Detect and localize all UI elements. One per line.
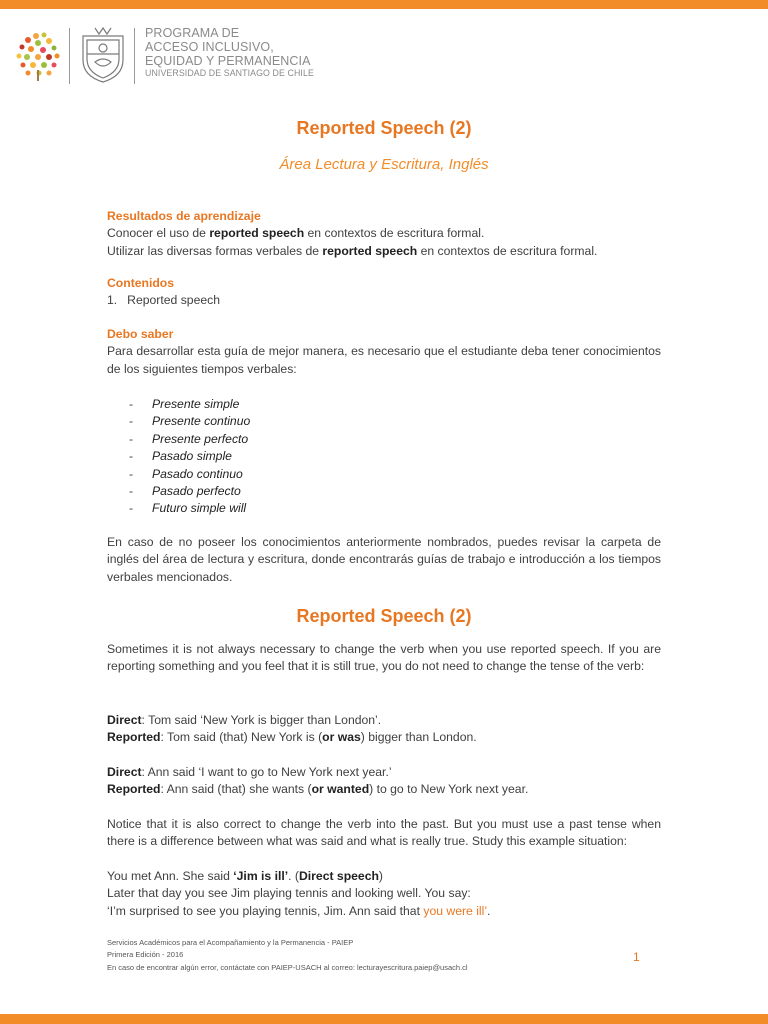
top-accent-bar xyxy=(0,0,768,9)
paiep-tree-logo-icon xyxy=(14,30,62,82)
program-name-block xyxy=(145,26,314,79)
outcome-2-text-post: en contextos de escritura formal. xyxy=(417,243,598,258)
bottom-accent-bar xyxy=(0,1014,768,1024)
page-title: Reported Speech (2) xyxy=(296,118,472,138)
example-1-direct xyxy=(107,712,661,729)
outcome-line-1 xyxy=(107,225,661,242)
list-item: - Pasado continuo xyxy=(107,466,661,483)
outcome-1-text-pre: Conocer el uso de xyxy=(107,226,210,241)
org-line-3: EQUIDAD Y PERMANENCIA xyxy=(145,54,311,68)
reported-alternative: or wanted xyxy=(311,782,370,797)
reported-text-post: ) to go to New York next year. xyxy=(369,782,529,797)
section-heading-debo-saber: Debo saber xyxy=(107,327,174,341)
section-2-notice: Notice that it is also correct to change the verb into the past. But you must use a past tense when there is a difference between what was said and what is really true. Study this example situation: xyxy=(107,817,661,849)
outcome-1-text-post: en contextos de escritura formal. xyxy=(304,226,485,241)
outcome-1-keyword: reported speech xyxy=(209,226,305,241)
example-2-reported xyxy=(107,781,661,798)
list-item: - Pasado perfecto xyxy=(107,483,661,500)
university-shield-icon xyxy=(77,26,129,84)
situation-line-3 xyxy=(107,903,661,920)
footer-line-2: Primera Edición - 2016 xyxy=(107,950,184,960)
logo-divider-left xyxy=(69,28,70,84)
section-heading-resultados: Resultados de aprendizaje xyxy=(107,209,261,223)
reported-text-post: ) bigger than London. xyxy=(360,730,477,745)
situation-line-2: Later that day you see Jim playing tennis and looking well. You say: xyxy=(107,886,471,901)
page-footer xyxy=(107,937,468,974)
example-1 xyxy=(107,712,661,747)
learning-outcomes-section xyxy=(107,208,661,260)
reported-label: Reported xyxy=(107,730,161,745)
contents-item-text: Reported speech xyxy=(127,293,220,308)
list-item: - Pasado simple xyxy=(107,448,661,465)
reported-text-pre: : Ann said (that) she wants ( xyxy=(160,782,312,797)
direct-label: Direct xyxy=(107,713,142,727)
direct-label: Direct xyxy=(107,765,142,779)
situation-1-mid: . ( xyxy=(288,869,299,883)
reported-label: Reported xyxy=(107,782,161,797)
list-item: - Futuro simple will xyxy=(107,500,661,517)
prerequisites-closing: En caso de no poseer los conocimientos anteriormente nombrados, puedes revisar la carpeta de inglés del área de lectura y escritura, donde encontrarás guías de trabajo e introducción a los tiempos verbales mencionados. xyxy=(107,535,661,584)
example-situation xyxy=(107,868,661,920)
footer-line-3: En caso de encontrar algún error, contáctate con PAIEP-USACH al correo: lecturayescritura.paiep@usach.cl xyxy=(107,962,468,972)
logo-divider-right xyxy=(134,28,135,84)
example-2 xyxy=(107,764,661,799)
list-item: - Presente perfecto xyxy=(107,431,661,448)
situation-1-post: ) xyxy=(378,869,383,883)
page-subtitle: Área Lectura y Escritura, Inglés xyxy=(279,156,489,173)
section-2-intro: Sometimes it is not always necessary to change the verb when you use reported speech. If you are reporting something and you feel that it is still true, you do not need to change the tense of the verb: xyxy=(107,642,661,674)
list-item: - Presente continuo xyxy=(107,413,661,430)
example-1-reported xyxy=(107,729,661,746)
situation-1-pre: You met Ann. She said xyxy=(107,869,234,883)
university-name: UNIVERSIDAD DE SANTIAGO DE CHILE xyxy=(145,68,314,78)
situation-label: Direct speech xyxy=(298,869,379,883)
footer-line-1: Servicios Académicos para el Acompañamiento y la Permanencia - PAIEP xyxy=(107,938,354,947)
outcome-2-text-pre: Utilizar las diversas formas verbales de xyxy=(107,243,323,258)
list-item: - Presente simple xyxy=(107,396,661,413)
outcome-line-2 xyxy=(107,243,661,260)
situation-3-post: . xyxy=(487,903,491,918)
section-2-title: Reported Speech (2) xyxy=(296,606,472,626)
direct-text: : Ann said ‘I want to go to New York next year.’ xyxy=(141,765,392,779)
direct-text: : Tom said ‘New York is bigger than London’. xyxy=(141,713,382,727)
situation-3-pre: ‘I’m surprised to see you playing tennis, Jim. Ann said that xyxy=(107,903,424,918)
situation-line-1 xyxy=(107,868,661,885)
reported-text-pre: : Tom said (that) New York is ( xyxy=(160,730,323,745)
page-number: 1 xyxy=(633,950,640,964)
org-line-2: ACCESO INCLUSIVO, xyxy=(145,40,274,54)
contents-item xyxy=(107,292,661,309)
section-heading-contenidos: Contenidos xyxy=(107,276,175,290)
situation-quote: ‘Jim is ill’ xyxy=(233,869,289,883)
verb-tense-list xyxy=(107,396,661,518)
org-line-1: PROGRAMA DE xyxy=(145,26,240,40)
prerequisites-intro: Para desarrollar esta guía de mejor manera, es necesario que el estudiante deba tener conocimientos de los siguientes tiempos verbales: xyxy=(107,344,661,376)
outcome-2-keyword: reported speech xyxy=(322,243,418,258)
prerequisites-section xyxy=(107,326,661,378)
situation-highlight: you were ill’ xyxy=(423,903,488,918)
reported-alternative: or was xyxy=(322,730,361,745)
contents-section xyxy=(107,275,661,310)
contents-item-number: 1. xyxy=(107,293,118,308)
example-2-direct xyxy=(107,764,661,781)
